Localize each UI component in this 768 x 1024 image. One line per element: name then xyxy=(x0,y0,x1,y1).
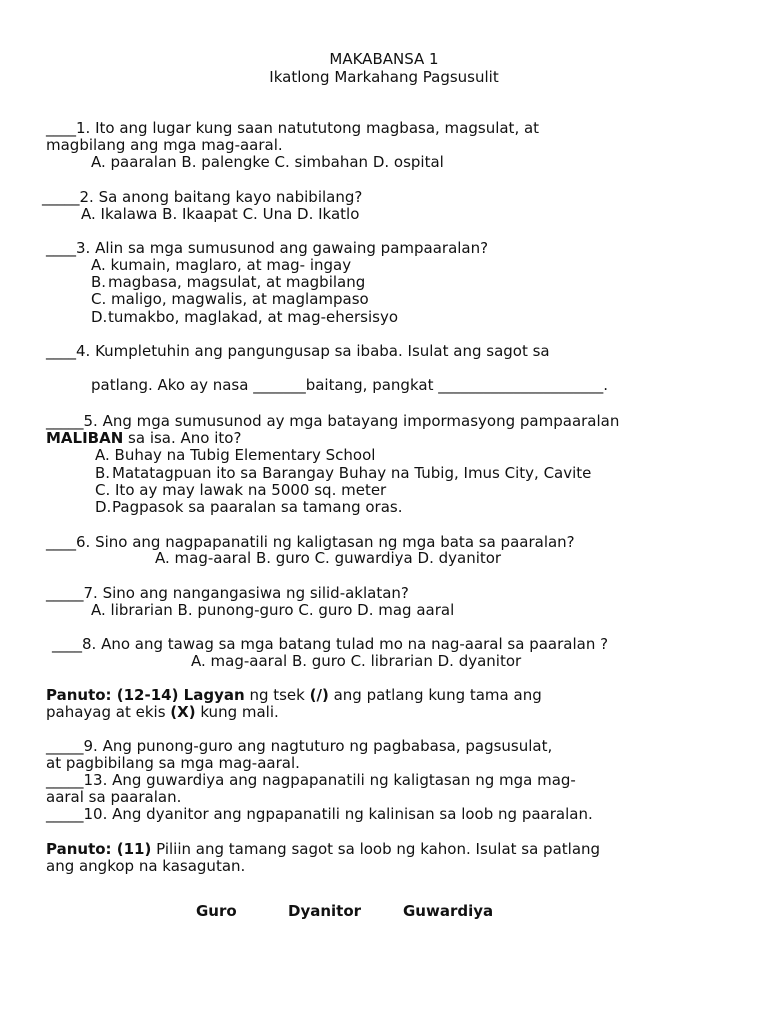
choice-letter: B. xyxy=(95,464,111,482)
word-box-item: Guwardiya xyxy=(403,902,494,920)
question-5-text: _____5. Ang mga sumusunod ay mga batayang impormasyong pampaaralan xyxy=(46,412,620,430)
question-1-text-cont: magbilang ang mga mag-aaral. xyxy=(46,136,283,154)
check-symbol: (/) xyxy=(309,686,329,704)
question-10-text: _____10. Ang dyanitor ang ngpapanatili ng kalinisan sa loob ng paaralan. xyxy=(46,805,593,823)
instruction-label: Panuto: (12-14) Lagyan xyxy=(46,686,245,704)
instruction-text: pahayag at ekis xyxy=(46,703,171,721)
question-2-choices: A. Ikalawa B. Ikaapat C. Una D. Ikatlo xyxy=(81,205,360,223)
instruction-true-false-cont xyxy=(46,704,279,721)
question-7-choices: A. librarian B. punong-guro C. guro D. mag aaral xyxy=(91,601,455,619)
question-6-text: ____6. Sino ang nagpapanatili ng kaligtasan ng mga bata sa paaralan? xyxy=(46,533,575,551)
question-5-choice-d xyxy=(95,499,403,516)
instruction-word-box xyxy=(46,841,600,858)
question-5-text-cont xyxy=(46,430,241,447)
instruction-text: ang patlang kung tama ang xyxy=(328,686,542,704)
question-3-choice-b xyxy=(91,274,365,291)
question-9-text-cont: at pagbibilang sa mga mag-aaral. xyxy=(46,754,300,772)
x-symbol: (X) xyxy=(170,703,196,721)
choice-text: tumakbo, maglakad, at mag-ehersisyo xyxy=(108,308,399,326)
question-8-choices: A. mag-aaral B. guro C. librarian D. dyanitor xyxy=(191,652,522,670)
question-4-fill-line: patlang. Ako ay nasa _______baitang, pangkat ______________________. xyxy=(91,376,608,394)
instruction-text: Piliin ang tamang sagot sa loob ng kahon. Isulat sa patlang xyxy=(151,840,601,858)
instruction-text: ng tsek xyxy=(244,686,310,704)
question-9-text: _____9. Ang punong-guro ang nagtuturo ng pagbabasa, pagsusulat, xyxy=(46,737,553,755)
worksheet-title: MAKABANSA 1 xyxy=(329,50,439,68)
choice-letter: D. xyxy=(91,308,108,326)
choice-letter: D. xyxy=(95,498,112,516)
question-7-text: _____7. Sino ang nangangasiwa ng silid-aklatan? xyxy=(46,584,409,602)
question-3-choice-d xyxy=(91,309,398,326)
choice-letter: B. xyxy=(91,273,107,291)
maliban-emphasis: MALIBAN xyxy=(46,429,124,447)
worksheet-subtitle: Ikatlong Markahang Pagsusulit xyxy=(269,68,499,86)
question-5-choice-a: A. Buhay na Tubig Elementary School xyxy=(95,446,376,464)
question-13-text-cont: aaral sa paaralan. xyxy=(46,788,182,806)
question-13-text: _____13. Ang guwardiya ang nagpapanatili ng kaligtasan ng mga mag- xyxy=(46,771,576,789)
question-8-text: ____8. Ano ang tawag sa mga batang tulad mo na nag-aaral sa paaralan ? xyxy=(52,635,609,653)
instruction-label: Panuto: (11) xyxy=(46,840,152,858)
question-3-choice-c: C. maligo, magwalis, at maglampaso xyxy=(91,290,369,308)
question-5-choice-b xyxy=(95,465,591,482)
word-box-item: Dyanitor xyxy=(288,902,362,920)
question-5-choice-c: C. Ito ay may lawak na 5000 sq. meter xyxy=(95,481,387,499)
choice-text: Matatagpuan ito sa Barangay Buhay na Tubig, Imus City, Cavite xyxy=(112,464,592,482)
question-3-text: ____3. Alin sa mga sumusunod ang gawaing pampaaralan? xyxy=(46,239,489,257)
question-1-text: ____1. Ito ang lugar kung saan natututong magbasa, magsulat, at xyxy=(46,119,540,137)
question-1-choices: A. paaralan B. palengke C. simbahan D. ospital xyxy=(91,153,444,171)
instruction-word-box-cont: ang angkop na kasagutan. xyxy=(46,857,246,875)
question-4-text: ____4. Kumpletuhin ang pangungusap sa ibaba. Isulat ang sagot sa xyxy=(46,342,550,360)
choice-text: magbasa, magsulat, at magbilang xyxy=(108,273,366,291)
instruction-true-false xyxy=(46,687,542,704)
instruction-text: kung mali. xyxy=(195,703,279,721)
question-6-choices: A. mag-aaral B. guro C. guwardiya D. dyanitor xyxy=(155,549,502,567)
question-3-choice-a: A. kumain, maglaro, at mag- ingay xyxy=(91,256,352,274)
word-box-item: Guro xyxy=(196,902,237,920)
question-5-rest: sa isa. Ano ito? xyxy=(123,429,242,447)
question-2-text: _____2. Sa anong baitang kayo nabibilang? xyxy=(42,188,363,206)
choice-text: Pagpasok sa paaralan sa tamang oras. xyxy=(112,498,403,516)
